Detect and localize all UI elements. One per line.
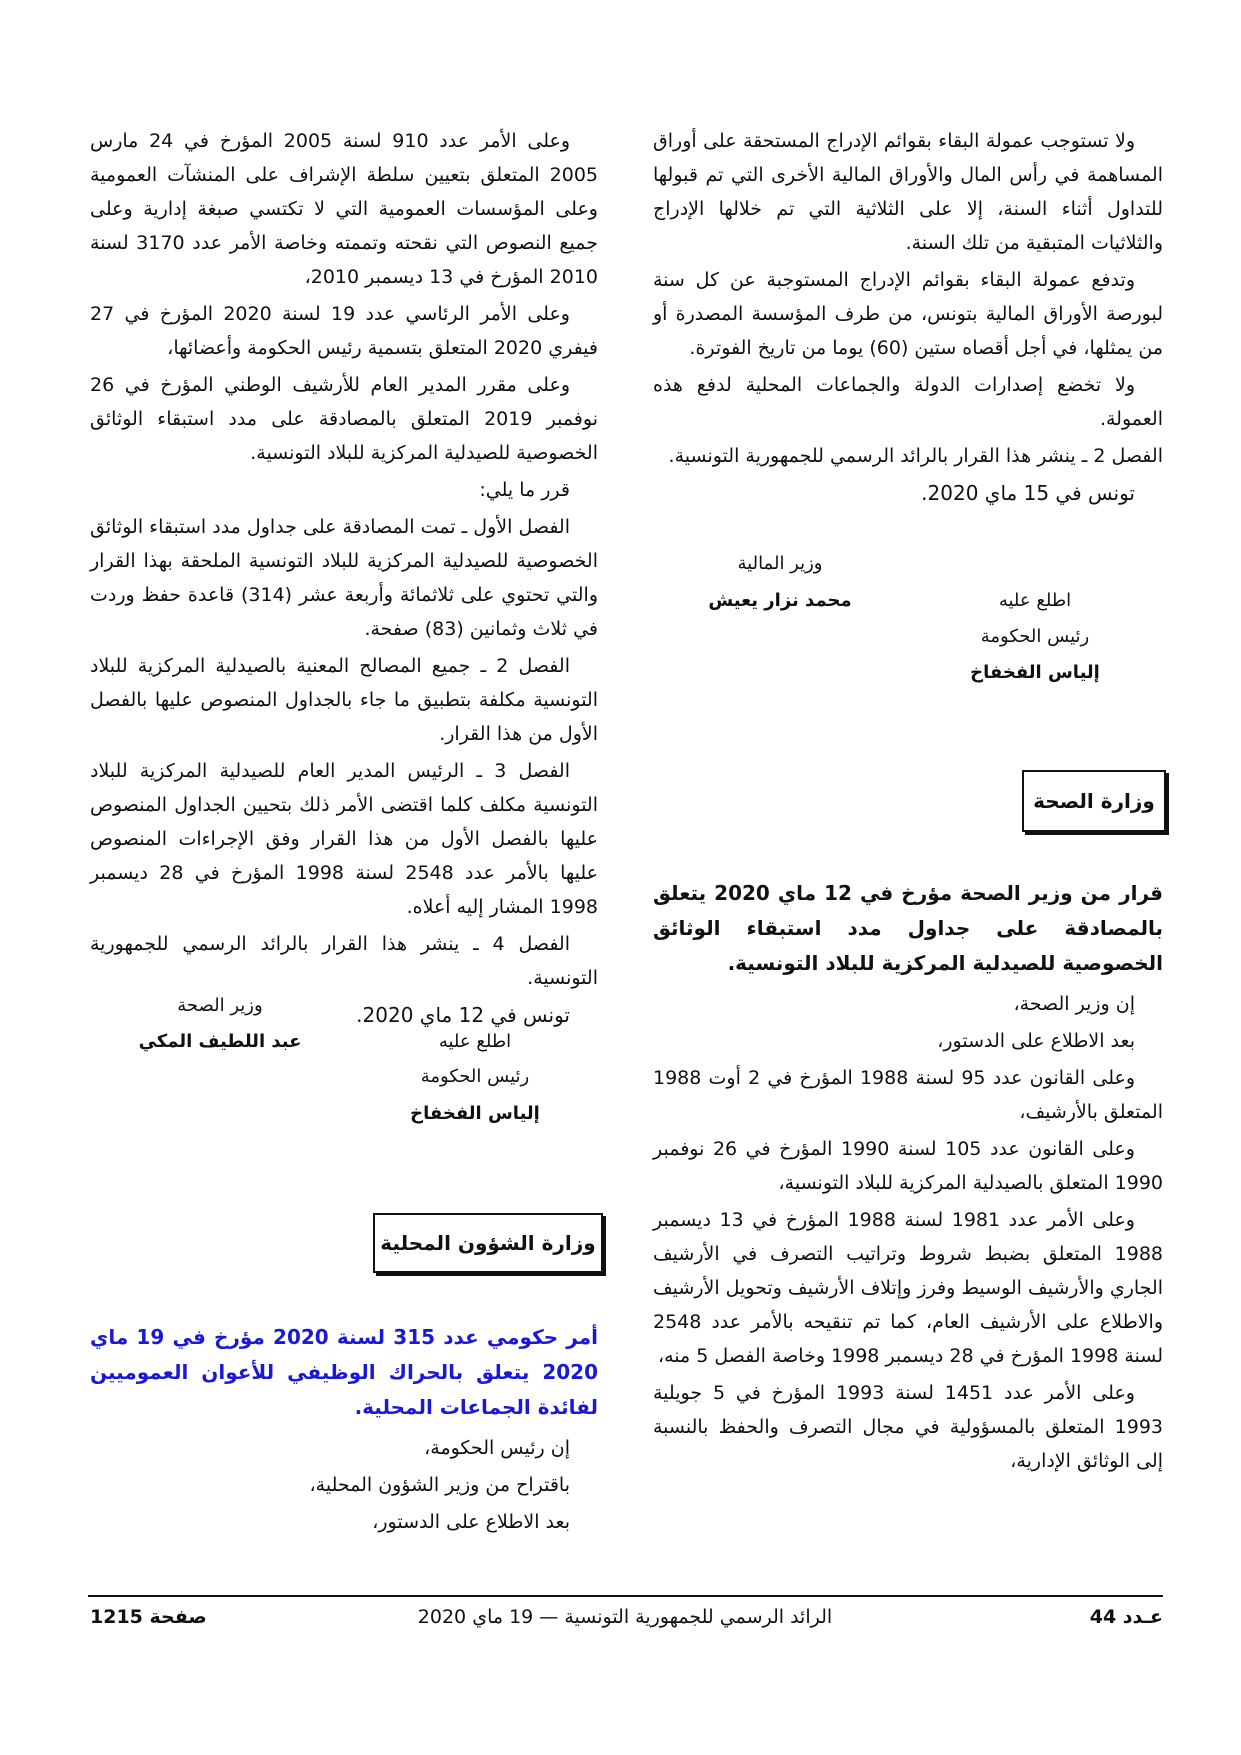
date: تونس في 15 ماي 2020. bbox=[921, 481, 1135, 505]
article: الفصل 4 ـ ينشر هذا القرار بالرائد الرسمي للجمهورية التونسية. bbox=[90, 933, 598, 989]
signatory-title: وزير الصحة bbox=[177, 995, 263, 1016]
right-column-top bbox=[653, 124, 1163, 513]
issue-number: عـدد 44 bbox=[1089, 1606, 1163, 1628]
signatory-title: وزير المالية bbox=[737, 553, 823, 574]
date: تونس في 12 ماي 2020. bbox=[356, 1003, 570, 1027]
article: الفصل 2 ـ ينشر هذا القرار بالرائد الرسمي للجمهورية التونسية. bbox=[668, 445, 1163, 467]
intro-line: باقتراح من وزير الشؤون المحلية، bbox=[309, 1474, 570, 1496]
right-column-bottom bbox=[653, 876, 1163, 1481]
ministry-box-local-affairs: وزارة الشؤون المحلية bbox=[373, 1213, 603, 1273]
signatory-name: عبد اللطيف المكي bbox=[138, 1031, 302, 1052]
seen-label: اطلع عليه bbox=[438, 1031, 512, 1052]
article: الفصل 3 ـ الرئيس المدير العام للصيدلية المركزية للبلاد التونسية مكلف كلما اقتضى الأمر ذلك بتحيين الجداول المنصوص عليها بالفصل الأول من هذا القرار وفق الإجراءات المنصوص عليها بالأمر عدد 2548 لسنة 1998 المؤرخ في 28 ديسمبر 1998 المشار إليه أعلاه. bbox=[90, 760, 598, 918]
left-column-bottom bbox=[90, 1320, 598, 1542]
article: الفصل 2 ـ جميع المصالح المعنية بالصيدلية المركزية للبلاد التونسية مكلفة بتطبيق ما جاء بالجداول المنصوص عليها بالفصل الأول من هذا القرار. bbox=[90, 655, 598, 745]
head-title: رئيس الحكومة bbox=[980, 626, 1090, 647]
page-number: صفحة 1215 bbox=[90, 1606, 207, 1628]
intro-line: إن رئيس الحكومة، bbox=[424, 1437, 570, 1459]
paragraph: وعلى الأمر عدد 1981 لسنة 1988 المؤرخ في 13 ديسمبر 1988 المتعلق بضبط شروط وتراتيب التصرف في الأرشيف الجاري والأرشيف الوسيط وفرز وإتلاف الأرشيف وتحويل الأرشيف والاطلاع على الأرشيف العام، كما تم تنقيحه بالأمر عدد 2548 لسنة 1998 المؤرخ في 28 ديسمبر 1998 وخاصة الفصل 5 منه، bbox=[653, 1209, 1163, 1367]
decided: قرر ما يلي: bbox=[479, 479, 570, 501]
decision-title: قرار من وزير الصحة مؤرخ في 12 ماي 2020 يتعلق بالمصادقة على جداول مدد استبقاء الوثائق الخصوصية للصيدلية المركزية للبلاد التونسية. bbox=[653, 881, 1163, 975]
paragraph: وعلى الأمر الرئاسي عدد 19 لسنة 2020 المؤرخ في 27 فيفري 2020 المتعلق بتسمية رئيس الحكومة وأعضائها، bbox=[90, 303, 598, 359]
decree-title: أمر حكومي عدد 315 لسنة 2020 مؤرخ في 19 ماي 2020 يتعلق بالحراك الوظيفي للأعوان العموميين لفائدة الجماعات المحلية. bbox=[90, 1325, 598, 1419]
paragraph: وعلى القانون عدد 95 لسنة 1988 المؤرخ في 2 أوت 1988 المتعلق بالأرشيف، bbox=[653, 1067, 1163, 1123]
intro-line: بعد الاطلاع على الدستور، bbox=[937, 1030, 1135, 1052]
footer-divider bbox=[88, 1595, 1163, 1597]
intro-line: بعد الاطلاع على الدستور، bbox=[372, 1511, 570, 1533]
paragraph: وتدفع عمولة البقاء بقوائم الإدراج المستوجبة عن كل سنة لبورصة الأوراق المالية بتونس، من طرف المؤسسة المصدرة أو من يمثلها، في أجل أقصاه ستين (60) يوما من تاريخ الفوترة. bbox=[653, 269, 1163, 359]
head-title: رئيس الحكومة bbox=[420, 1066, 530, 1087]
journal-title: الرائد الرسمي للجمهورية التونسية — 19 ماي 2020 bbox=[417, 1606, 833, 1628]
article: الفصل الأول ـ تمت المصادقة على جداول مدد استبقاء الوثائق الخصوصية للصيدلية المركزية للبلاد التونسية الملحقة بهذا القرار والتي تحتوي على ثلاثمائة وأربعة عشر (314) قاعدة حفظ وردت في ثلاث وثمانين (83) صفحة. bbox=[90, 516, 598, 640]
head-name: إلياس الفخفاخ bbox=[410, 1103, 540, 1124]
paragraph: وعلى مقرر المدير العام للأرشيف الوطني المؤرخ في 26 نوفمبر 2019 المتعلق بالمصادقة على مدد استبقاء الوثائق الخصوصية للصيدلية المركزية للبلاد التونسية. bbox=[90, 374, 598, 464]
paragraph: ولا تستوجب عمولة البقاء بقوائم الإدراج المستحقة على أوراق المساهمة في رأس المال والأوراق المالية الأخرى التي تم قبولها للتداول أثناء السنة، إلا على الثلاثية التي تم خلالها الإدراج والثلاثيات المتبقية من تلك السنة. bbox=[653, 130, 1163, 254]
ministry-box-health: وزارة الصحة bbox=[1022, 770, 1166, 832]
signatory-name: محمد نزار يعيش bbox=[708, 590, 852, 611]
paragraph: وعلى الأمر عدد 1451 لسنة 1993 المؤرخ في 5 جويلية 1993 المتعلق بالمسؤولية في مجال التصرف والحفظ بالنسبة إلى الوثائق الإدارية، bbox=[653, 1382, 1163, 1472]
left-column-top bbox=[90, 124, 598, 1035]
intro-line: إن وزير الصحة، bbox=[1013, 993, 1135, 1015]
seen-label: اطلع عليه bbox=[998, 590, 1072, 611]
paragraph: وعلى الأمر عدد 910 لسنة 2005 المؤرخ في 24 مارس 2005 المتعلق بتعيين سلطة الإشراف على المنشآت العمومية وعلى المؤسسات العمومية التي لا تكتسي صبغة إدارية وعلى جميع النصوص التي نقحته وتممته وخاصة الأمر عدد 3170 لسنة 2010 المؤرخ في 13 ديسمبر 2010، bbox=[90, 130, 598, 288]
paragraph: وعلى القانون عدد 105 لسنة 1990 المؤرخ في 26 نوفمبر 1990 المتعلق بالصيدلية المركزية للبلاد التونسية، bbox=[653, 1138, 1163, 1194]
head-name: إلياس الفخفاخ bbox=[970, 662, 1100, 683]
paragraph: ولا تخضع إصدارات الدولة والجماعات المحلية لدفع هذه العمولة. bbox=[653, 374, 1163, 430]
